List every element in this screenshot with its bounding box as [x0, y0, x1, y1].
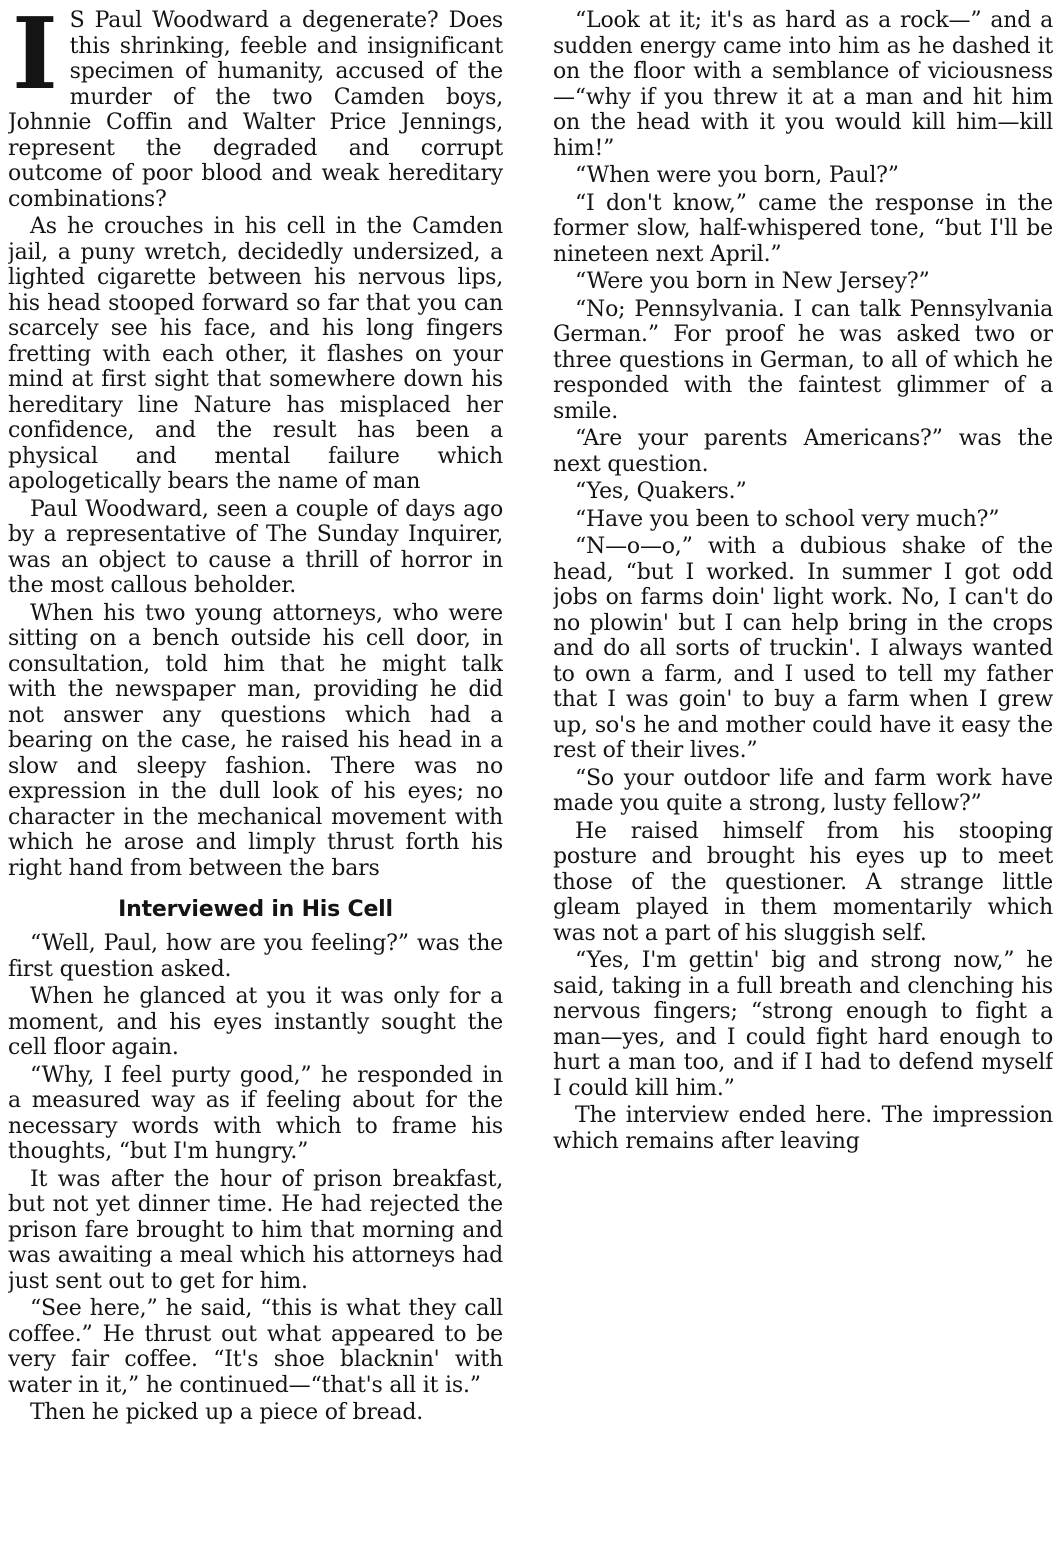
- body-paragraph: Then he picked up a piece of bread.: [30, 1400, 424, 1425]
- body-paragraph: “When were you born, Paul?”: [575, 163, 899, 188]
- left-column: [8, 8, 503, 1559]
- body-paragraph: “Yes, I'm gettin' big and strong now,” he said, taking in a full breath and clenching his nervous fingers; “strong enough to fight a man—yes, and I could fight hard enough to hurt a man too, and if I had to defend myself I could kill him.”: [553, 948, 1053, 1101]
- body-paragraph: “Yes, Quakers.”: [575, 479, 747, 504]
- body-paragraph: “Were you born in New Jersey?”: [575, 269, 930, 294]
- section-subhead: Interviewed in His Cell: [118, 897, 393, 922]
- lead-paragraph: [8, 8, 503, 212]
- body-paragraph: It was after the hour of prison breakfast, but not yet dinner time. He had rejected the prison fare brought to him that morning and was awaiting a meal which his attorneys had just sent out to get for him.: [8, 1166, 503, 1294]
- body-paragraph: When he glanced at you it was only for a moment, and his eyes instantly sought the cell floor again.: [8, 984, 503, 1060]
- body-paragraph: “N—o—o,” with a dubious shake of the head, “but I worked. In summer I got odd jobs on farms doin' light work. No, I can't do no plowin' but I can help bring in the crops and do all sorts of truckin'. I always wanted to own a farm, and I used to tell my father that I was goin' to buy a farm when I grew up, so's he and mother could have it easy the rest of their lives.”: [553, 534, 1053, 763]
- body-paragraph: “See here,” he said, “this is what they call coffee.” He thrust out what appeared to be very fair coffee. “It's shoe blacknin' with water in it,” he continued—“that's all it is.”: [8, 1296, 503, 1398]
- lead-text: S Paul Woodward a degenerate? Does this shrinking, feeble and insignificant specimen of humanity, accused of the murder of the two Camden boys, Johnnie Coffin and Walter Price Jennings, represent the degraded and corrupt outcome of poor blood and weak hereditary combinations?: [8, 8, 503, 212]
- body-paragraph: He raised himself from his stooping posture and brought his eyes up to meet those of the questioner. A strange little gleam played in them momentarily which was not a part of his sluggish self.: [553, 818, 1053, 946]
- body-paragraph: “So your outdoor life and farm work have made you quite a strong, lusty fellow?”: [553, 765, 1053, 816]
- body-paragraph: When his two young attorneys, who were sitting on a bench outside his cell door, in consultation, told him that he might talk with the newspaper man, providing he did not answer any questions which had a bearing on the case, he raised his head in a slow and sleepy fashion. There was no expression in the dull look of his eyes; no character in the mechanical movement with which he arose and limply thrust forth his right hand from between the bars: [8, 600, 503, 881]
- body-paragraph: As he crouches in his cell in the Camden jail, a puny wretch, decidedly undersized, a lighted cigarette between his nervous lips, his head stooped forward so far that you can scarcely see his face, and his long fingers fretting with each other, it flashes on your mind at first sight that somewhere down his hereditary line Nature has misplaced her confidence, and the result has been a physical and mental failure which apologetically bears the name of man: [8, 214, 503, 494]
- body-paragraph: The interview ended here. The impression which remains after leaving: [553, 1103, 1053, 1154]
- body-paragraph: “No; Pennsylvania. I can talk Pennsylvania German.” For proof he was asked two or three questions in German, to all of which he responded with the faintest glimmer of a smile.: [553, 296, 1053, 424]
- body-paragraph: “Look at it; it's as hard as a rock—” and a sudden energy came into him as he dashed it on the floor with a semblance of viciousness—“why if you threw it at a man and hit him on the head with it you would kill him—kill him!”: [553, 8, 1053, 161]
- body-paragraph: “Have you been to school very much?”: [575, 506, 1000, 532]
- body-paragraph: “Are your parents Americans?” was the next question.: [553, 426, 1053, 477]
- body-paragraph: “I don't know,” came the response in the former slow, half-whispered tone, “but I'll be nineteen next April.”: [553, 190, 1053, 267]
- right-column: [553, 8, 1053, 1559]
- drop-cap: I: [12, 8, 58, 112]
- body-paragraph: “Well, Paul, how are you feeling?” was the first question asked.: [8, 931, 503, 982]
- body-paragraph: “Why, I feel purty good,” he responded in a measured way as if feeling about for the necessary words with which to frame his thoughts, “but I'm hungry.”: [8, 1062, 503, 1164]
- body-paragraph: Paul Woodward, seen a couple of days ago by a representative of The Sunday Inquirer, was an object to cause a thrill of horror in the most callous beholder.: [8, 496, 503, 598]
